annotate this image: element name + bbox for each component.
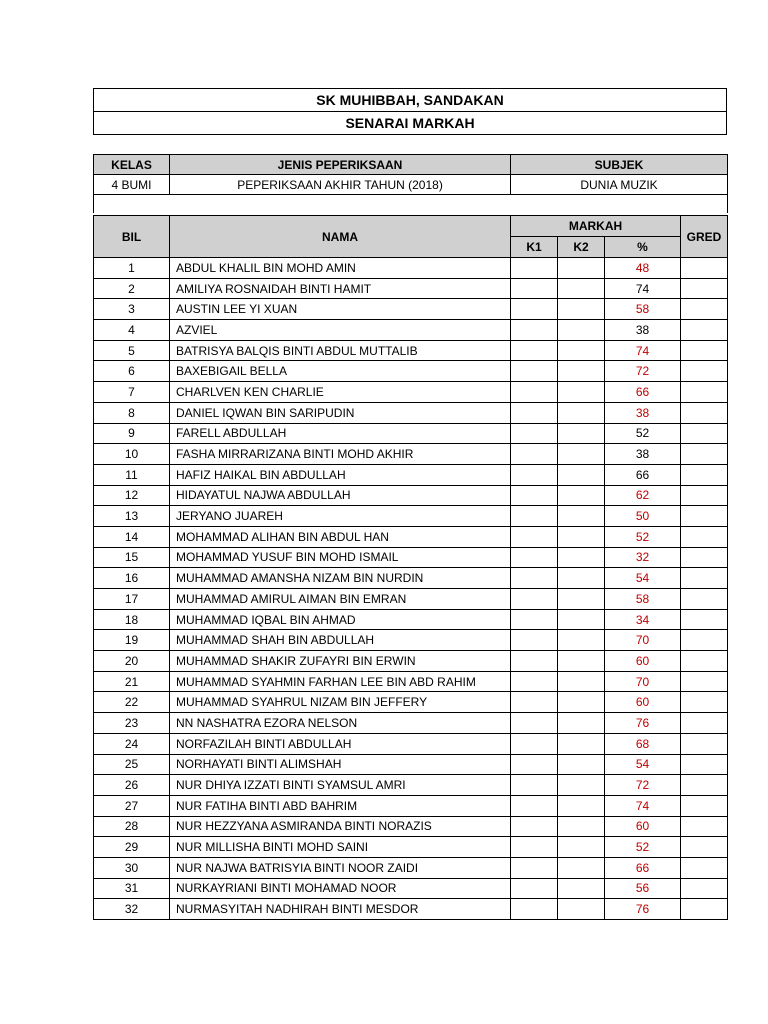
row-bil: 14: [94, 526, 170, 547]
row-k1: [511, 547, 558, 568]
row-gred: [681, 692, 728, 713]
row-bil: 12: [94, 485, 170, 506]
row-k2: [558, 464, 605, 485]
row-gred: [681, 878, 728, 899]
row-pct: 60: [605, 816, 681, 837]
row-gred: [681, 464, 728, 485]
markah-header: MARKAH: [511, 216, 681, 237]
row-k1: [511, 258, 558, 279]
row-gred: [681, 733, 728, 754]
row-k2: [558, 878, 605, 899]
title-block: [93, 88, 727, 135]
row-k1: [511, 899, 558, 920]
row-k2: [558, 609, 605, 630]
table-row: [94, 568, 728, 589]
row-gred: [681, 754, 728, 775]
table-row: [94, 754, 728, 775]
row-k1: [511, 733, 558, 754]
jenis-value: PEPERIKSAAN AKHIR TAHUN (2018): [170, 175, 511, 195]
table-row: [94, 464, 728, 485]
row-nama: MUHAMMAD IQBAL BIN AHMAD: [170, 609, 511, 630]
row-pct: 56: [605, 878, 681, 899]
school-name: SK MUHIBBAH, SANDAKAN: [94, 89, 727, 112]
row-pct: 60: [605, 692, 681, 713]
row-pct: 52: [605, 526, 681, 547]
row-gred: [681, 795, 728, 816]
row-gred: [681, 589, 728, 610]
row-gred: [681, 857, 728, 878]
row-gred: [681, 899, 728, 920]
row-gred: [681, 651, 728, 672]
row-k1: [511, 423, 558, 444]
table-row: [94, 609, 728, 630]
kelas-value: 4 BUMI: [94, 175, 170, 195]
row-nama: MUHAMMAD SYAHMIN FARHAN LEE BIN ABD RAHIM: [170, 671, 511, 692]
row-nama: AZVIEL: [170, 320, 511, 341]
table-row: [94, 589, 728, 610]
row-bil: 17: [94, 589, 170, 610]
subjek-header: SUBJEK: [511, 155, 728, 175]
row-k2: [558, 568, 605, 589]
row-nama: FARELL ABDULLAH: [170, 423, 511, 444]
row-gred: [681, 713, 728, 734]
row-bil: 30: [94, 857, 170, 878]
row-pct: 54: [605, 568, 681, 589]
row-k2: [558, 795, 605, 816]
kelas-header: KELAS: [94, 155, 170, 175]
nama-header: NAMA: [170, 216, 511, 258]
row-bil: 23: [94, 713, 170, 734]
row-gred: [681, 423, 728, 444]
row-nama: NORFAZILAH BINTI ABDULLAH: [170, 733, 511, 754]
row-bil: 16: [94, 568, 170, 589]
row-gred: [681, 630, 728, 651]
row-k2: [558, 526, 605, 547]
row-nama: NUR DHIYA IZZATI BINTI SYAMSUL AMRI: [170, 775, 511, 796]
row-gred: [681, 568, 728, 589]
row-nama: NUR NAJWA BATRISYIA BINTI NOOR ZAIDI: [170, 857, 511, 878]
row-bil: 29: [94, 837, 170, 858]
k1-header: K1: [511, 237, 558, 258]
row-nama: JERYANO JUAREH: [170, 506, 511, 527]
gred-header: GRED: [681, 216, 728, 258]
row-pct: 58: [605, 299, 681, 320]
row-k2: [558, 816, 605, 837]
row-bil: 22: [94, 692, 170, 713]
row-k2: [558, 651, 605, 672]
row-nama: AUSTIN LEE YI XUAN: [170, 299, 511, 320]
row-gred: [681, 402, 728, 423]
table-row: [94, 320, 728, 341]
table-body: [94, 258, 728, 920]
row-pct: 66: [605, 464, 681, 485]
row-gred: [681, 382, 728, 403]
row-bil: 1: [94, 258, 170, 279]
row-k1: [511, 878, 558, 899]
row-pct: 76: [605, 713, 681, 734]
row-pct: 48: [605, 258, 681, 279]
row-gred: [681, 775, 728, 796]
row-k2: [558, 278, 605, 299]
row-pct: 62: [605, 485, 681, 506]
row-nama: FASHA MIRRARIZANA BINTI MOHD AKHIR: [170, 444, 511, 465]
row-pct: 72: [605, 361, 681, 382]
row-bil: 8: [94, 402, 170, 423]
row-bil: 27: [94, 795, 170, 816]
row-bil: 15: [94, 547, 170, 568]
jenis-header: JENIS PEPERIKSAAN: [170, 155, 511, 175]
row-k1: [511, 713, 558, 734]
table-row: [94, 671, 728, 692]
bil-header: BIL: [94, 216, 170, 258]
row-k1: [511, 568, 558, 589]
row-k2: [558, 340, 605, 361]
row-k1: [511, 506, 558, 527]
row-nama: MUHAMMAD AMANSHA NIZAM BIN NURDIN: [170, 568, 511, 589]
row-k2: [558, 320, 605, 341]
table-row: [94, 816, 728, 837]
row-gred: [681, 526, 728, 547]
table-row: [94, 423, 728, 444]
row-k1: [511, 320, 558, 341]
marks-table: [93, 215, 728, 920]
row-k1: [511, 278, 558, 299]
row-bil: 24: [94, 733, 170, 754]
row-k1: [511, 630, 558, 651]
row-bil: 13: [94, 506, 170, 527]
row-k1: [511, 837, 558, 858]
table-row: [94, 692, 728, 713]
row-k1: [511, 340, 558, 361]
row-gred: [681, 485, 728, 506]
row-k1: [511, 444, 558, 465]
row-k2: [558, 402, 605, 423]
table-row: [94, 258, 728, 279]
row-pct: 52: [605, 837, 681, 858]
row-nama: ABDUL KHALIL BIN MOHD AMIN: [170, 258, 511, 279]
info-block: [93, 154, 727, 213]
row-pct: 76: [605, 899, 681, 920]
row-nama: NORHAYATI BINTI ALIMSHAH: [170, 754, 511, 775]
row-gred: [681, 506, 728, 527]
row-k1: [511, 361, 558, 382]
row-k1: [511, 795, 558, 816]
row-nama: NURKAYRIANI BINTI MOHAMAD NOOR: [170, 878, 511, 899]
row-k2: [558, 361, 605, 382]
row-pct: 54: [605, 754, 681, 775]
row-pct: 38: [605, 444, 681, 465]
row-bil: 28: [94, 816, 170, 837]
row-pct: 32: [605, 547, 681, 568]
row-k1: [511, 485, 558, 506]
row-bil: 19: [94, 630, 170, 651]
subjek-value: DUNIA MUZIK: [511, 175, 728, 195]
row-bil: 18: [94, 609, 170, 630]
row-k1: [511, 526, 558, 547]
row-k2: [558, 589, 605, 610]
table-row: [94, 278, 728, 299]
row-bil: 26: [94, 775, 170, 796]
pct-header: %: [605, 237, 681, 258]
row-bil: 3: [94, 299, 170, 320]
row-gred: [681, 278, 728, 299]
row-bil: 4: [94, 320, 170, 341]
row-bil: 31: [94, 878, 170, 899]
row-k1: [511, 671, 558, 692]
row-gred: [681, 837, 728, 858]
row-pct: 34: [605, 609, 681, 630]
row-pct: 50: [605, 506, 681, 527]
row-bil: 25: [94, 754, 170, 775]
row-pct: 72: [605, 775, 681, 796]
row-nama: AMILIYA ROSNAIDAH BINTI HAMIT: [170, 278, 511, 299]
row-k1: [511, 857, 558, 878]
row-k2: [558, 733, 605, 754]
row-nama: MOHAMMAD ALIHAN BIN ABDUL HAN: [170, 526, 511, 547]
row-k2: [558, 423, 605, 444]
row-bil: 6: [94, 361, 170, 382]
marks-table-block: [93, 215, 727, 920]
row-pct: 70: [605, 630, 681, 651]
row-k2: [558, 382, 605, 403]
row-nama: MUHAMMAD SYAHRUL NIZAM BIN JEFFERY: [170, 692, 511, 713]
row-nama: NUR FATIHA BINTI ABD BAHRIM: [170, 795, 511, 816]
table-row: [94, 299, 728, 320]
row-nama: NN NASHATRA EZORA NELSON: [170, 713, 511, 734]
row-pct: 66: [605, 857, 681, 878]
table-row: [94, 485, 728, 506]
table-row: [94, 837, 728, 858]
row-bil: 10: [94, 444, 170, 465]
row-bil: 21: [94, 671, 170, 692]
row-gred: [681, 444, 728, 465]
row-nama: BAXEBIGAIL BELLA: [170, 361, 511, 382]
table-row: [94, 382, 728, 403]
row-k1: [511, 299, 558, 320]
row-bil: 9: [94, 423, 170, 444]
row-k2: [558, 837, 605, 858]
table-row: [94, 899, 728, 920]
row-bil: 7: [94, 382, 170, 403]
row-nama: NUR MILLISHA BINTI MOHD SAINI: [170, 837, 511, 858]
row-nama: HAFIZ HAIKAL BIN ABDULLAH: [170, 464, 511, 485]
table-row: [94, 713, 728, 734]
table-row: [94, 444, 728, 465]
row-nama: CHARLVEN KEN CHARLIE: [170, 382, 511, 403]
spacer-row: [94, 195, 728, 214]
row-k2: [558, 671, 605, 692]
row-k2: [558, 485, 605, 506]
row-nama: DANIEL IQWAN BIN SARIPUDIN: [170, 402, 511, 423]
row-nama: NUR HEZZYANA ASMIRANDA BINTI NORAZIS: [170, 816, 511, 837]
table-row: [94, 506, 728, 527]
table-row: [94, 795, 728, 816]
row-gred: [681, 361, 728, 382]
row-gred: [681, 320, 728, 341]
row-pct: 58: [605, 589, 681, 610]
row-k2: [558, 258, 605, 279]
row-k2: [558, 775, 605, 796]
table-row: [94, 547, 728, 568]
table-row: [94, 878, 728, 899]
row-k2: [558, 506, 605, 527]
page-title: SENARAI MARKAH: [94, 112, 727, 135]
row-gred: [681, 299, 728, 320]
row-nama: NURMASYITAH NADHIRAH BINTI MESDOR: [170, 899, 511, 920]
row-k1: [511, 589, 558, 610]
row-k1: [511, 692, 558, 713]
table-row: [94, 857, 728, 878]
row-gred: [681, 258, 728, 279]
row-k1: [511, 754, 558, 775]
row-bil: 32: [94, 899, 170, 920]
table-row: [94, 361, 728, 382]
row-pct: 74: [605, 340, 681, 361]
row-pct: 38: [605, 320, 681, 341]
table-row: [94, 733, 728, 754]
row-k1: [511, 402, 558, 423]
row-gred: [681, 609, 728, 630]
row-k1: [511, 382, 558, 403]
row-k1: [511, 609, 558, 630]
row-gred: [681, 547, 728, 568]
table-row: [94, 340, 728, 361]
row-nama: HIDAYATUL NAJWA ABDULLAH: [170, 485, 511, 506]
row-k2: [558, 299, 605, 320]
table-row: [94, 630, 728, 651]
row-gred: [681, 816, 728, 837]
table-row: [94, 526, 728, 547]
row-k2: [558, 630, 605, 651]
row-gred: [681, 340, 728, 361]
row-nama: MUHAMMAD SHAKIR ZUFAYRI BIN ERWIN: [170, 651, 511, 672]
row-bil: 11: [94, 464, 170, 485]
row-k1: [511, 775, 558, 796]
table-row: [94, 651, 728, 672]
row-bil: 5: [94, 340, 170, 361]
row-bil: 2: [94, 278, 170, 299]
row-nama: BATRISYA BALQIS BINTI ABDUL MUTTALIB: [170, 340, 511, 361]
row-k2: [558, 444, 605, 465]
row-k2: [558, 547, 605, 568]
table-row: [94, 402, 728, 423]
row-pct: 52: [605, 423, 681, 444]
k2-header: K2: [558, 237, 605, 258]
row-gred: [681, 671, 728, 692]
row-nama: MOHAMMAD YUSUF BIN MOHD ISMAIL: [170, 547, 511, 568]
row-bil: 20: [94, 651, 170, 672]
row-k2: [558, 754, 605, 775]
table-row: [94, 775, 728, 796]
row-pct: 38: [605, 402, 681, 423]
row-k2: [558, 692, 605, 713]
row-k2: [558, 857, 605, 878]
row-k1: [511, 464, 558, 485]
row-pct: 74: [605, 278, 681, 299]
row-pct: 68: [605, 733, 681, 754]
row-pct: 66: [605, 382, 681, 403]
row-pct: 70: [605, 671, 681, 692]
row-k1: [511, 651, 558, 672]
row-k1: [511, 816, 558, 837]
row-pct: 74: [605, 795, 681, 816]
row-nama: MUHAMMAD AMIRUL AIMAN BIN EMRAN: [170, 589, 511, 610]
row-k2: [558, 713, 605, 734]
row-k2: [558, 899, 605, 920]
row-pct: 60: [605, 651, 681, 672]
row-nama: MUHAMMAD SHAH BIN ABDULLAH: [170, 630, 511, 651]
